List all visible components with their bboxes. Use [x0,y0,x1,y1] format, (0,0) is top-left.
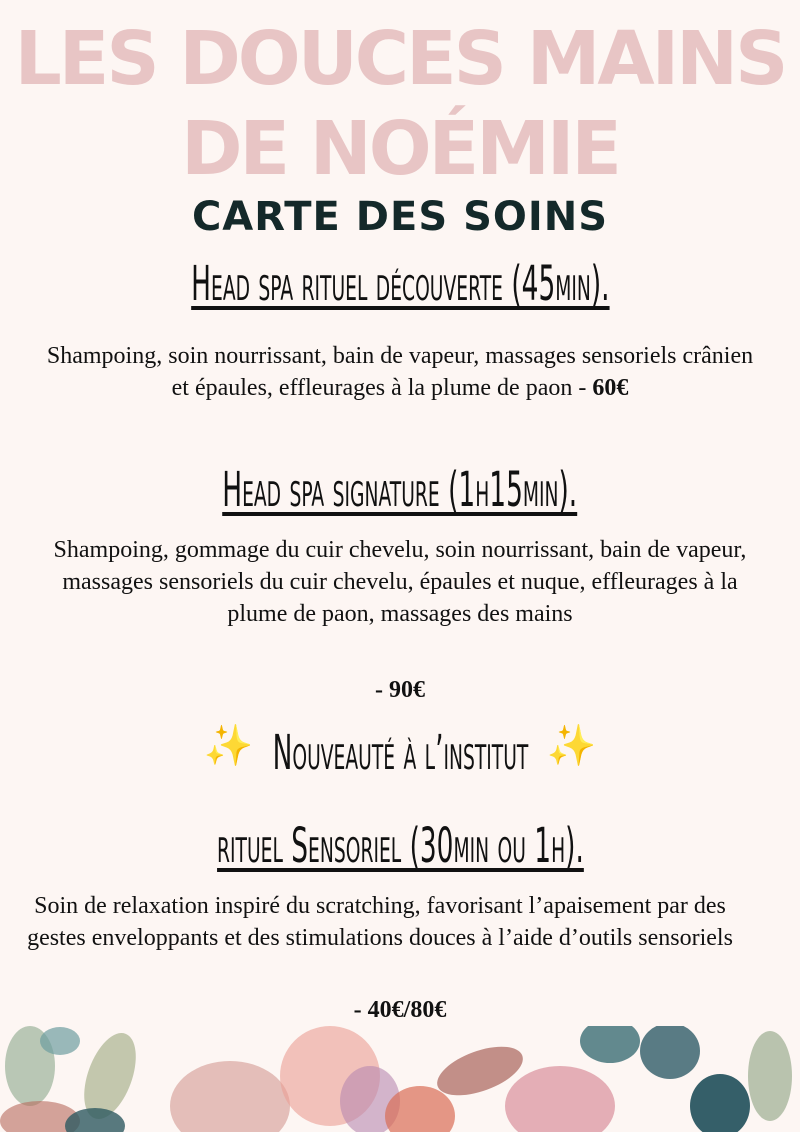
service-description-1: Shampoing, soin nourrissant, bain de vapeur, massages sensoriels crânien et épaules, effleurages à la plume de paon - 60€ [46,343,754,401]
service-title-3: rituel Sensoriel (30min ou 1h). [216,818,584,874]
brand-line-1: LES DOUCES MAINS [14,16,786,102]
new-banner: ✨ Nouveauté à l’institut ✨ [203,723,597,781]
service-description-3: Soin de relaxation inspiré du scratching, favorisant l’apaisement par des gestes enveloppants et des stimulations douces à l’aide d’outils sensoriels [27,893,733,951]
sparkles-icon: ✨ [203,723,254,768]
sparkles-icon: ✨ [546,723,597,768]
floral-watercolor-decoration [0,1026,800,1132]
service-price-3: - 40€/80€ [353,997,447,1023]
service-title-2: Head spa signature (1h15min). [222,462,578,518]
page-subtitle: CARTE DES SOINS [191,194,609,240]
brand-line-2: DE NOÉMIE [181,106,619,192]
service-price-1: 60€ [592,375,629,401]
service-description-2: Shampoing, gommage du cuir chevelu, soin nourrissant, bain de vapeur, massages sensoriels du cuir chevelu, épaules et nuque, effleurages à la plume de paon, massages des mains [53,537,747,627]
service-title-1: Head spa rituel découverte (45min). [190,256,610,312]
service-price-2: - 90€ [375,677,425,703]
